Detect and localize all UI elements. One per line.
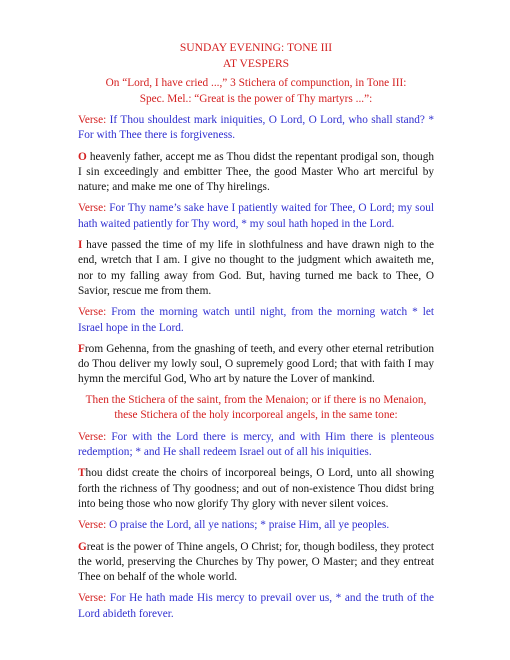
sticheron-text: hou didst create the choirs of incorporeal beings, O Lord, unto all showing forth the richness of Thy goodness; and out of non-existence Thou didst bring into being those who now glorify Thy glory with never silent voices. xyxy=(78,467,434,510)
drop-initial: T xyxy=(78,467,86,480)
drop-initial: G xyxy=(78,540,87,553)
drop-initial: O xyxy=(78,150,87,163)
verse-label: Verse: xyxy=(78,519,107,532)
sticheron-text: rom Gehenna, from the gnashing of teeth, and every other eternal retribution do Thou deliver my lowly soul, O supremely good Lord; that with faith I may hymn the merciful God, Who art by nature the Lover of mankind. xyxy=(78,342,434,386)
sticheron-text: reat is the power of Thine angels, O Christ; for, though bodiless, they protect the world, preserving the Churches by Thy power, O Master; and they entreat Thee on behalf of the whole world. xyxy=(78,540,434,584)
verse-text: If Thou shouldest mark iniquities, O Lord, O Lord, who shall stand? * For with Thee there is forgiveness. xyxy=(78,114,434,142)
sticheron xyxy=(78,466,434,512)
title-line-1: SUNDAY EVENING: TONE III xyxy=(179,41,333,54)
verse xyxy=(78,430,434,461)
verse xyxy=(78,113,434,144)
intro-rubric-line-1: On “Lord, I have cried ...,” 3 Stichera of compunction, in Tone III: xyxy=(105,77,407,89)
verse-label: Verse: xyxy=(78,306,107,319)
verse-label: Verse: xyxy=(78,430,107,443)
verse xyxy=(78,201,434,232)
verse xyxy=(78,305,434,336)
verse-text: For Thy name’s sake have I patiently waited for Thee, O Lord; my soul hath waited patiently for Thy word, * my soul hath hoped in the Lord. xyxy=(78,202,434,230)
sticheron xyxy=(78,150,434,196)
verse-text: O praise the Lord, all ye nations; * praise Him, all ye peoples. xyxy=(109,519,390,532)
document-page xyxy=(78,40,434,622)
verse-label: Verse: xyxy=(78,202,107,215)
sticheron xyxy=(78,342,434,388)
saint-rubric: Then the Stichera of the saint, from the Menaion; or if there is no Menaion, these Stichera of the holy incorporeal angels, in the same tone: xyxy=(85,393,427,422)
sticheron-text: heavenly father, accept me as Thou didst the repentant prodigal son, though I sin exceedingly and embitter Thee, the good Master Who art merciful by nature; and make me one of Thy hirelings. xyxy=(78,150,434,194)
drop-initial: F xyxy=(78,342,85,355)
page-title xyxy=(78,40,434,72)
sticheron-text: have passed the time of my life in slothfulness and have drawn nigh to the end, wretch that I am. I give no thought to the judgment which awaiteth me, nor to my falling away from God. But, having turned me back to Thee, O Savior, rescue me from them. xyxy=(78,239,434,297)
sticheron xyxy=(78,238,434,299)
final-verse xyxy=(78,591,434,622)
verse-text: From the morning watch until night, from the morning watch * let Israel hope in the Lord. xyxy=(78,306,434,334)
verse-label: Verse: xyxy=(78,592,107,605)
drop-initial: I xyxy=(78,239,83,252)
verse xyxy=(78,518,434,533)
sticheron xyxy=(78,540,434,586)
verse-text: For He hath made His mercy to prevail over us, * and the truth of the Lord abideth forever. xyxy=(78,592,434,620)
title-line-2: AT VESPERS xyxy=(222,57,290,70)
verse-text: For with the Lord there is mercy, and with Him there is plenteous redemption; * and He shall redeem Israel out of all his iniquities. xyxy=(78,430,434,459)
intro-rubric-line-2: Spec. Mel.: “Great is the power of Thy martyrs ...”: xyxy=(139,93,373,105)
verse-label: Verse: xyxy=(78,114,107,126)
intro-rubric xyxy=(78,75,434,107)
